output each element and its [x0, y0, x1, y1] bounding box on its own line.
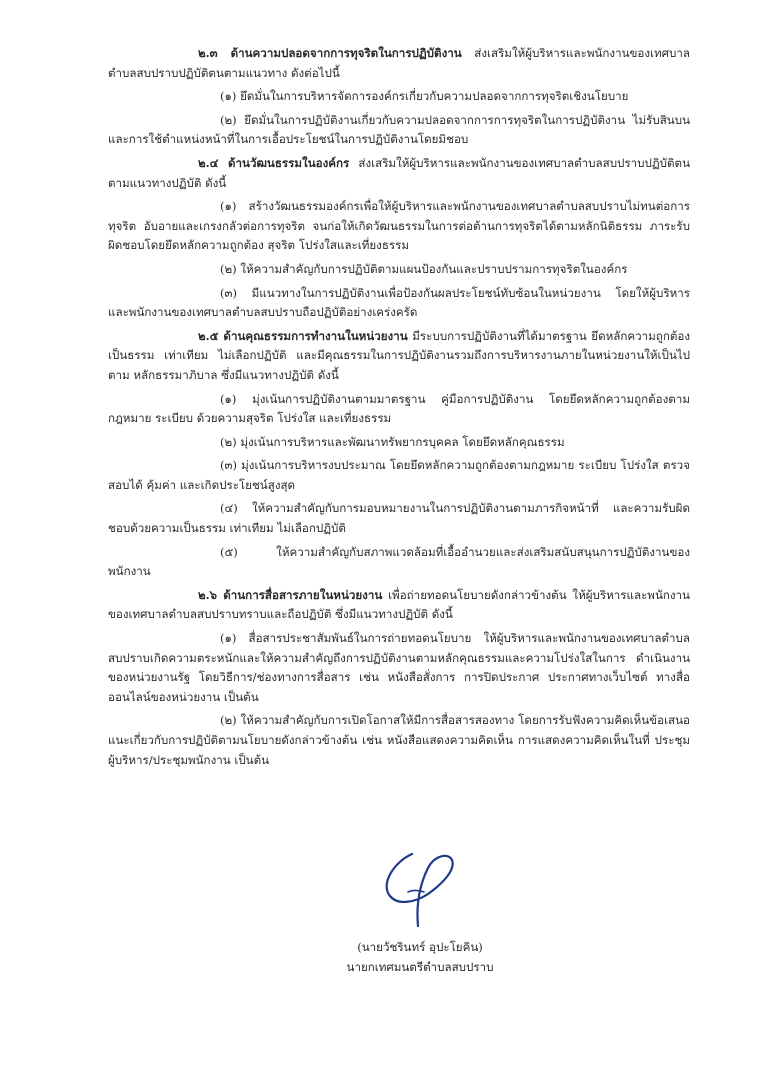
section-heading: ๒.๕ ด้านคุณธรรมการทำงานในหน่วยงาน [198, 328, 408, 343]
list-item: (๒) ให้ความสำคัญกับการเปิดโอกาสให้มีการสื่อสารสองทาง โดยการรับฟังความคิดเห็นข้อเสนอแนะเกี่ยวกับการปฏิบัติตามนโยบายดังกล่าวข้างต้น เช่น หนังสือแสดงความคิดเห็น การแสดงความคิดเห็นในที่ ประชุมผู้บริหาร/ประชุมพนักงาน เป็นต้น [108, 713, 690, 767]
list-item: (๓) มีแนวทางในการปฏิบัติงานเพื่อป้องกันผลประโยชน์ทับซ้อนในหน่วยงาน โดยให้ผู้บริหาร และพนักงานของเทศบาลตำบลสบปราบถือปฏิบัติอย่างเคร่งครัด [108, 285, 690, 320]
list-item: (๑) สื่อสารประชาสัมพันธ์ในการถ่ายทอดนโยบาย ให้ผู้บริหารและพนักงานของเทศบาลตำบลสบปราบเกิดความตระหนักและให้ความสำคัญถึงการปฏิบัติงานตามหลักคุณธรรมและความโปร่งใสในการ ดำเนินงานของหน่วยงานรัฐ โดยวิธีการ/ช่องทางการสื่อสาร เช่น หนังสือสั่งการ การปิดประกาศ ประกาศทางเว็บไซต์ ทางสื่อออนไลน์ของหน่วยงาน เป็นต้น [108, 631, 690, 704]
section-heading: ๒.๖ ด้านการสื่อสารภายในหน่วยงาน [198, 587, 383, 602]
section-text: มีระบบการปฏิบัติงานที่ได้มาตรฐาน ยึดหลักความถูกต้อง เป็นธรรม เท่าเทียม ไม่เลือกปฏิบัติ และมีคุณธรรมในการปฏิบัติงานรวมถึงการบริหารงานภายในหน่วยงานให้เป็นไปตาม หลักธรรมาภิบาล ซึ่งมีแนวทางปฏิบัติ ดังนี้ [108, 328, 691, 382]
list-item: (๑) ยึดมั่นในการบริหารจัดการองค์กรเกี่ยวกับความปลอดจากการทุจริตเชิงนโยบาย [220, 89, 629, 104]
signer-name: (นายวัชรินทร์ อุปะโยคิน) [357, 940, 483, 954]
section-text: ส่งเสริมให้ผู้บริหารและพนักงานของเทศบาลตำบลสบปราบปฏิบัติตนตามแนวทางปฏิบัติ ดังนี้ [108, 155, 690, 190]
section-2-6-intro [108, 586, 690, 625]
list-item: (๑) สร้างวัฒนธรรมองค์กรเพื่อให้ผู้บริหารและพนักงานของเทศบาลตำบลสบปราบไม่ทนต่อการทุจริต อับอายและเกรงกลัวต่อการทุจริต จนก่อให้เกิดวัฒนธรรมในการต่อต้านการทุจริตได้ตามหลักนิติธรรม ภาระรับผิดชอบโดยยึดหลักความถูกต้อง สุจริต โปร่งใสและเที่ยงธรรม [108, 199, 690, 253]
list-item: (๒) ยึดมั่นในการปฏิบัติงานเกี่ยวกับความปลอดจากการการทุจริตในการปฏิบัติงาน ไม่รับสินบนและการใช้ตำแหน่งหน้าที่ในการเอื้อประโยชน์ในการปฏิบัติงานโดยมิชอบ [108, 112, 690, 147]
section-2-3-intro [108, 44, 690, 83]
list-item: (๒) มุ่งเน้นการบริหารและพัฒนาทรัพยากรบุคคล โดยยึดหลักคุณธรรม [220, 434, 565, 449]
list-item: (๑) มุ่งเน้นการปฏิบัติงานตามมาตรฐาน คู่มือการปฏิบัติงาน โดยยึดหลักความถูกต้องตามกฎหมาย ระเบียบ ด้วยความสุจริต โปร่งใส และเที่ยงธรรม [108, 391, 690, 426]
section-heading: ๒.๓ ด้านความปลอดจากการทุจริตในการปฏิบัติงาน [198, 46, 462, 60]
list-item: (๓) มุ่งเน้นการบริหารงบประมาณ โดยยึดหลักความถูกต้องตามกฎหมาย ระเบียบ โปร่งใส ตรวจสอบได้ คุ้มค่า และเกิดประโยชน์สูงสุด [108, 458, 690, 492]
signer-position: นายกเทศมนตรีตำบลสบปราบ [346, 960, 494, 974]
section-text: เพื่อถ่ายทอดนโยบายดังกล่าวข้างต้น ให้ผู้บริหารและพนักงานของเทศบาลตำบลสบปราบทราบและถือปฏิบัติ ซึ่งมีแนวทางปฏิบัติ ดังนี้ [108, 587, 690, 622]
list-item: (๒) ให้ความสำคัญกับการปฏิบัติตามแผนป้องกันและปราบปรามการทุจริตในองค์กร [220, 261, 628, 276]
list-item: (๕) ให้ความสำคัญกับสภาพแวดล้อมที่เอื้ออำนวยและส่งเสริมสนับสนุนการปฏิบัติงานของพนักงาน [108, 544, 690, 579]
section-2-5-intro [108, 327, 690, 386]
section-heading: ๒.๔ ด้านวัฒนธรรมในองค์กร [198, 155, 350, 170]
section-text: ส่งเสริมให้ผู้บริหารและพนักงานของเทศบาลตำบลสบปราบปฏิบัติตนตามแนวทาง ดังต่อไปนี้ [108, 46, 690, 80]
list-item: (๔) ให้ความสำคัญกับการมอบหมายงานในการปฏิบัติงานตามภารกิจหน้าที่ และความรับผิดชอบด้วยความเป็นธรรม เท่าเทียม ไม่เลือกปฏิบัติ [108, 501, 690, 536]
section-2-4-intro [108, 154, 690, 193]
